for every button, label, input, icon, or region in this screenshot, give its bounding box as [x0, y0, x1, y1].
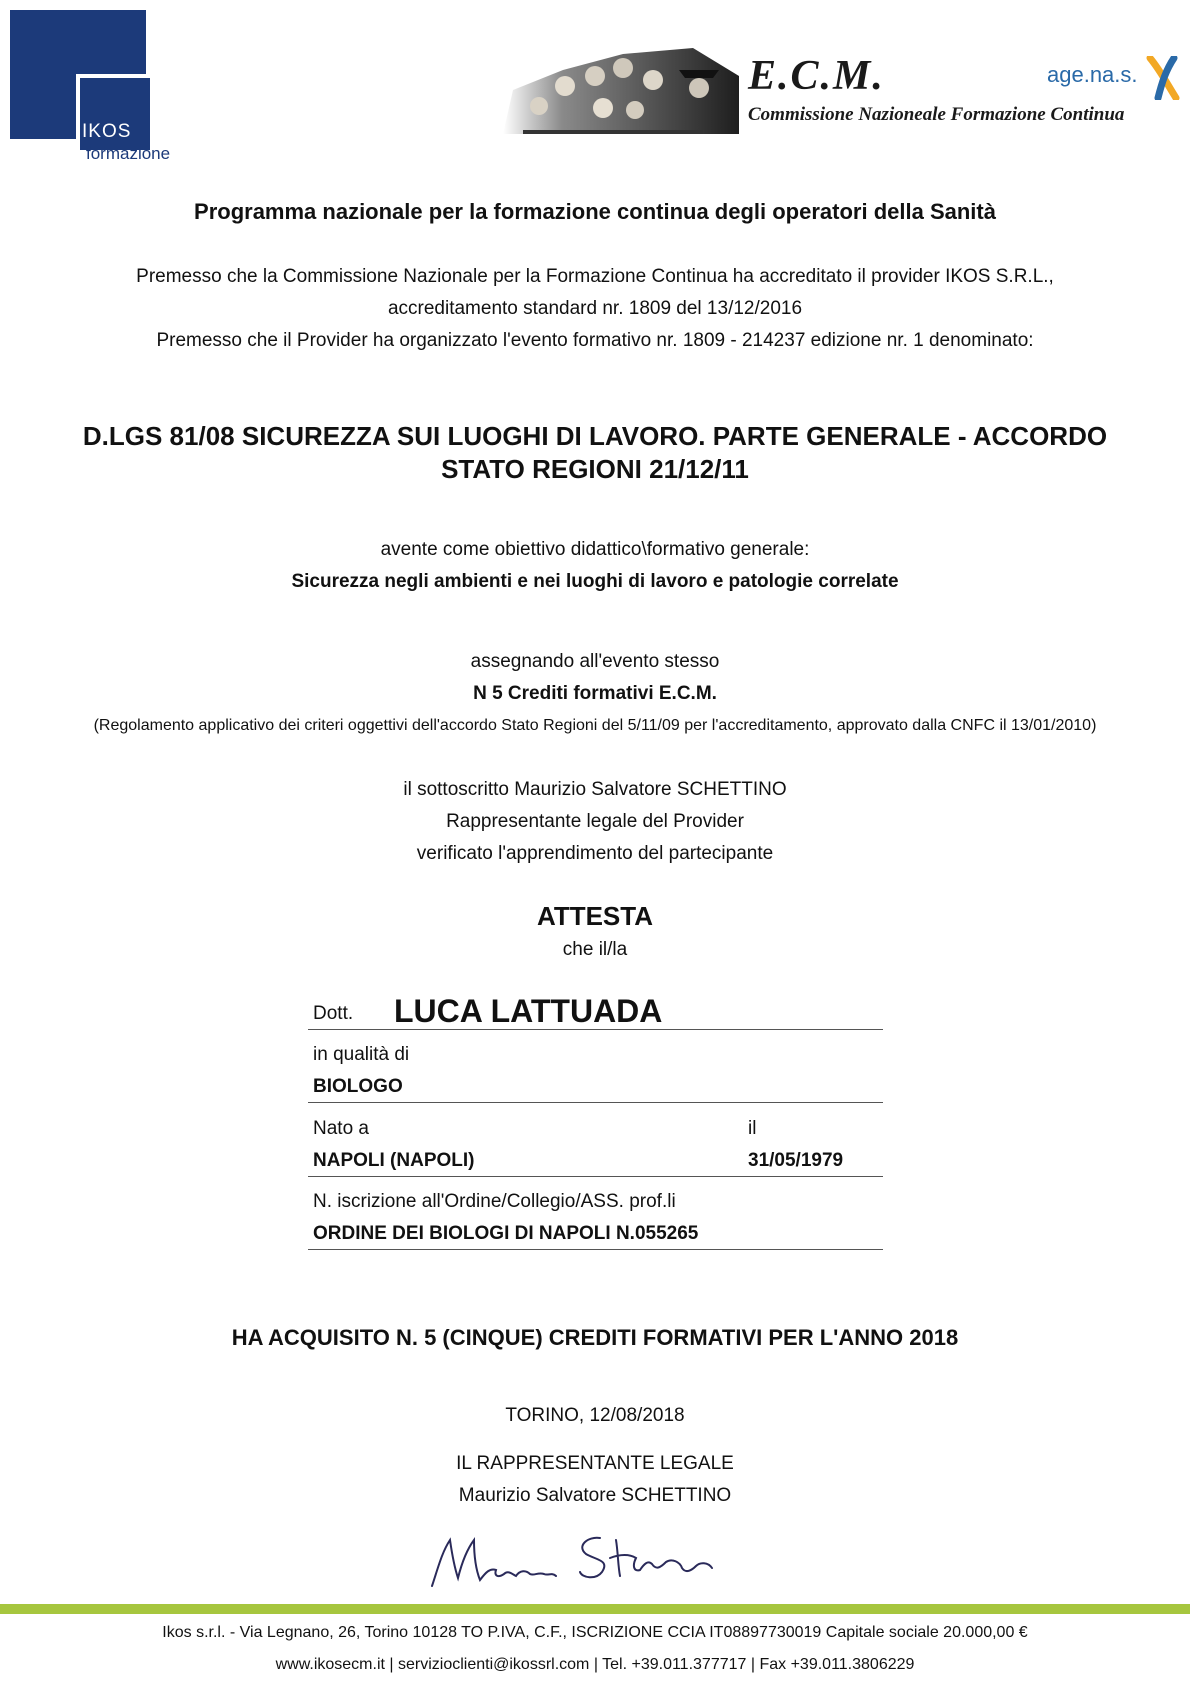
- signer-intro-line-1: il sottoscritto Maurizio Salvatore SCHETTINO: [403, 779, 787, 800]
- attesta-heading: ATTESTA: [536, 901, 654, 931]
- divider: [308, 1102, 883, 1103]
- premise-line-1: Premesso che la Commissione Nazionale per la Formazione Continua ha accreditato il provider IKOS S.R.L.,: [136, 266, 1054, 287]
- event-title-line-1: D.LGS 81/08 SICUREZZA SUI LUOGHI DI LAVORO. PARTE GENERALE - ACCORDO: [82, 421, 1108, 451]
- credits-note: (Regolamento applicativo dei criteri oggettivi dell'accordo Stato Regioni del 5/11/09 per l'accreditamento, approvato dalla CNFC il 13/01/2010): [93, 717, 1097, 734]
- agenas-logo-text: age.na.s.: [1047, 62, 1138, 87]
- role-value: BIOLOGO: [313, 1076, 403, 1097]
- ikos-logo-subtitle: formazione: [86, 144, 171, 163]
- premise-line-3: Premesso che il Provider ha organizzato l'evento formativo nr. 1809 - 214237 edizione nr. 1 denominato:: [156, 330, 1034, 351]
- divider: [308, 1029, 883, 1030]
- ecm-title: E.C.M.: [748, 53, 885, 99]
- legal-rep-title: IL RAPPRESENTANTE LEGALE: [456, 1453, 734, 1474]
- ecm-painting-image: [503, 46, 739, 134]
- premise-line-2: accreditamento standard nr. 1809 del 13/12/2016: [387, 298, 803, 319]
- divider: [308, 1249, 883, 1250]
- birth-date: 31/05/1979: [748, 1150, 844, 1171]
- ecm-subtitle: Commissione Nazioneale Formazione Continua: [748, 104, 1125, 125]
- handwritten-signature: [420, 1518, 740, 1598]
- born-label: Nato a: [313, 1118, 369, 1139]
- credits-acquired: HA ACQUISITO N. 5 (CINQUE) CREDITI FORMATIVI PER L'ANNO 2018: [231, 1325, 959, 1350]
- ikos-logo-text: IKOS: [82, 121, 132, 142]
- signer-intro-line-3: verificato l'apprendimento del partecipante: [416, 843, 774, 864]
- program-title: Programma nazionale per la formazione continua degli operatori della Sanità: [194, 199, 996, 224]
- legal-rep-name: Maurizio Salvatore SCHETTINO: [458, 1485, 732, 1506]
- registration-value: ORDINE DEI BIOLOGI DI NAPOLI N.055265: [313, 1223, 699, 1244]
- footer-contact-line: www.ikosecm.it | servizioclienti@ikossrl.com | Tel. +39.011.377717 | Fax +39.011.3806229: [275, 1656, 915, 1673]
- role-label: in qualità di: [313, 1044, 410, 1065]
- credits-label: assegnando all'evento stesso: [470, 651, 720, 672]
- divider: [308, 1176, 883, 1177]
- credits-value: N 5 Crediti formativi E.C.M.: [473, 683, 717, 704]
- agenas-logo-icon: [1146, 56, 1180, 100]
- footer-company-line: Ikos s.r.l. - Via Legnano, 26, Torino 10128 TO P.IVA, C.F., ISCRIZIONE CCIA IT08897730019 Capitale sociale 20.000,00 €: [162, 1624, 1028, 1641]
- attesta-sub: che il/la: [562, 939, 628, 960]
- objective-label: avente come obiettivo didattico\formativo generale:: [380, 539, 810, 560]
- objective-value: Sicurezza negli ambienti e nei luoghi di lavoro e patologie correlate: [291, 571, 899, 592]
- birth-date-label: il: [748, 1118, 757, 1139]
- born-place: NAPOLI (NAPOLI): [313, 1150, 475, 1171]
- event-title-line-2: STATO REGIONI 21/12/11: [441, 454, 749, 484]
- place-date: TORINO, 12/08/2018: [505, 1405, 685, 1426]
- signer-intro-line-2: Rappresentante legale del Provider: [446, 811, 744, 832]
- footer-green-bar: [0, 1604, 1190, 1614]
- registration-label: N. iscrizione all'Ordine/Collegio/ASS. prof.li: [313, 1191, 676, 1212]
- participant-name: LUCA LATTUADA: [394, 993, 663, 1029]
- participant-title: Dott.: [313, 1003, 354, 1024]
